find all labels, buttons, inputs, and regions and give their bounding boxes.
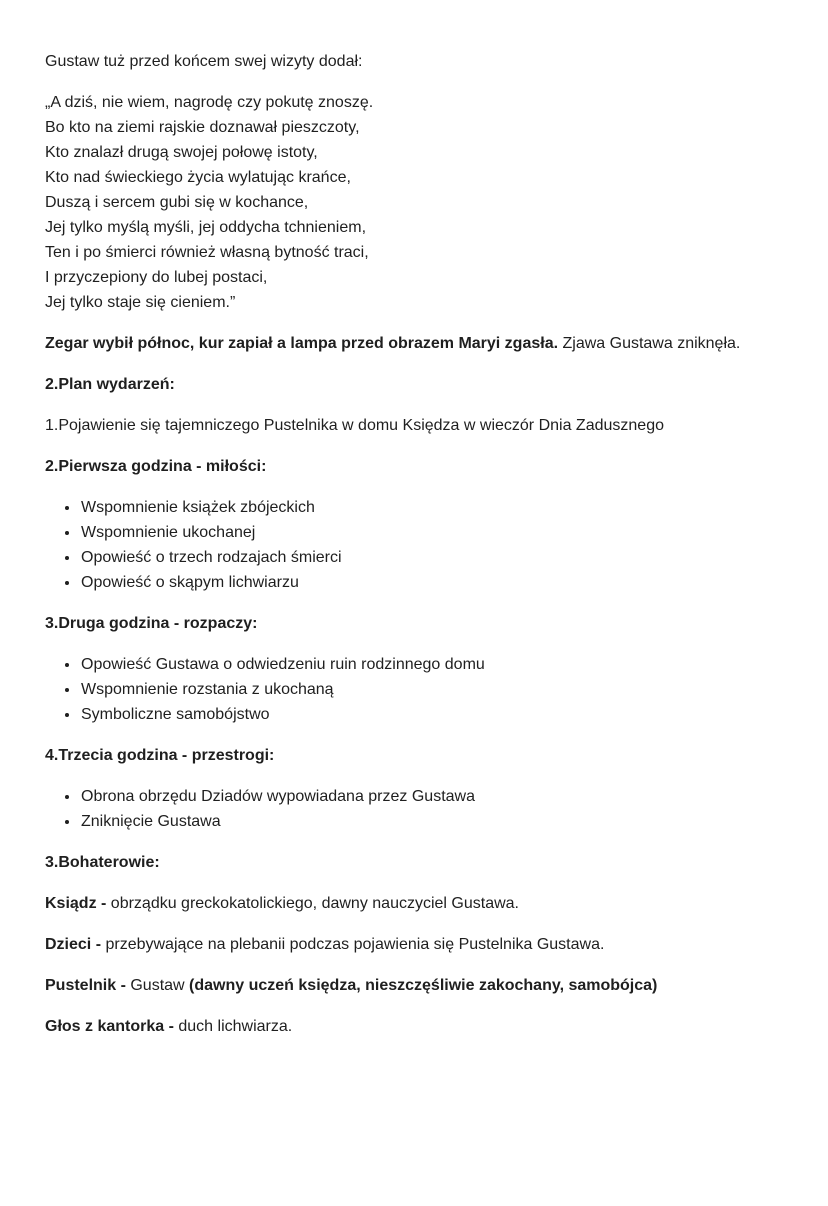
character-description: Gustaw	[125, 977, 190, 994]
plan-item-1-text: 1.Pojawienie się tajemniczego Pustelnika w domu Księdza w wieczór Dnia Zadusznego	[45, 417, 664, 434]
character-entry-pustelnik	[45, 973, 780, 998]
intro-paragraph	[45, 49, 780, 74]
midnight-paragraph	[45, 331, 780, 356]
list-item: • Opowieść o trzech rodzajach śmierci	[80, 545, 780, 570]
first-hour-bullet-list	[45, 495, 780, 595]
character-entry-dzieci	[45, 932, 780, 957]
character-entry-glos-z-kantorka	[45, 1014, 780, 1039]
poem-line: Jej tylko myślą myśli, jej oddycha tchnieniem,	[45, 219, 367, 236]
poem-line: I przyczepiony do lubej postaci,	[45, 269, 268, 286]
list-item: • Zniknięcie Gustawa	[80, 809, 780, 834]
character-description: duch lichwiarza.	[173, 1018, 293, 1035]
list-item: • Opowieść o skąpym lichwiarzu	[80, 570, 780, 595]
list-item: • Wspomnienie książek zbójeckich	[80, 495, 780, 520]
poem-line: Kto nad świeckiego życia wylatując krańce,	[45, 169, 351, 186]
character-name: Ksiądz -	[45, 895, 107, 912]
character-name: Dzieci -	[45, 936, 102, 953]
character-entry-ksiadz	[45, 891, 780, 916]
poem-line: „A dziś, nie wiem, nagrodę czy pokutę znoszę.	[45, 94, 374, 111]
list-item: • Wspomnienie rozstania z ukochaną	[80, 677, 780, 702]
poem-line: Bo kto na ziemi rajskie doznawał pieszczoty,	[45, 119, 360, 136]
list-item: • Wspomnienie ukochanej	[80, 520, 780, 545]
list-item: • Opowieść Gustawa o odwiedzeniu ruin rodzinnego domu	[80, 652, 780, 677]
midnight-bold-text: Zegar wybił północ, kur zapiał a lampa przed obrazem Maryi zgasła.	[45, 335, 559, 352]
section-heading-third-hour: 4.Trzecia godzina - przestrogi:	[45, 747, 275, 764]
list-item: • Obrona obrzędu Dziadów wypowiadana przez Gustawa	[80, 784, 780, 809]
list-item: • Symboliczne samobójstwo	[80, 702, 780, 727]
plan-heading: 2.Plan wydarzeń:	[45, 376, 175, 393]
poem-line: Jej tylko staje się cieniem.”	[45, 294, 236, 311]
character-name: Pustelnik -	[45, 977, 126, 994]
third-hour-bullet-list	[45, 784, 780, 834]
section-heading-second-hour: 3.Druga godzina - rozpaczy:	[45, 615, 258, 632]
poem-line: Ten i po śmierci również własną bytność traci,	[45, 244, 369, 261]
intro-text: Gustaw tuż przed końcem swej wizyty dodał:	[45, 53, 363, 70]
section-heading-first-hour: 2.Pierwsza godzina - miłości:	[45, 458, 267, 475]
character-description: przebywające na plebanii podczas pojawienia się Pustelnika Gustawa.	[101, 936, 605, 953]
midnight-regular-text: Zjawa Gustawa zniknęła.	[558, 335, 741, 352]
poem-line: Kto znalazł drugą swojej połowę istoty,	[45, 144, 318, 161]
character-description: obrządku greckokatolickiego, dawny nauczyciel Gustawa.	[106, 895, 519, 912]
character-bold-note: (dawny uczeń księdza, nieszczęśliwie zakochany, samobójca)	[189, 977, 658, 994]
poem-line: Duszą i sercem gubi się w kochance,	[45, 194, 309, 211]
character-name: Głos z kantorka -	[45, 1018, 174, 1035]
plan-item-1	[45, 413, 780, 438]
second-hour-bullet-list	[45, 652, 780, 727]
poem-quote	[45, 90, 780, 315]
characters-heading: 3.Bohaterowie:	[45, 854, 160, 871]
